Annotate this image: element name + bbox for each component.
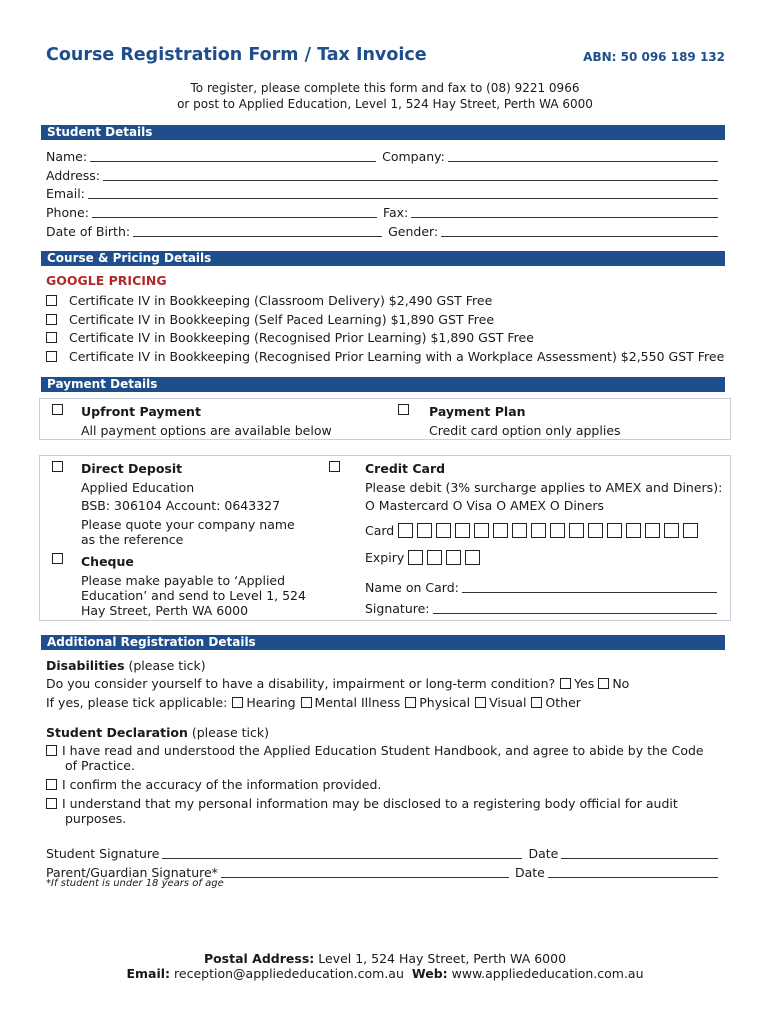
course-option-1[interactable] [46, 291, 724, 310]
checkbox-course-2[interactable] [46, 314, 57, 325]
email-field[interactable] [88, 186, 718, 199]
company-label: Company: [382, 149, 445, 164]
declaration-2: I confirm the accuracy of the information provided. [62, 777, 382, 792]
checkbox-credit-card[interactable] [329, 461, 340, 472]
card-digit-box[interactable] [626, 523, 641, 538]
course-option-label: Certificate IV in Bookkeeping (Recognised Prior Learning with a Workplace Assessment) $2,550 GST Free [69, 348, 725, 364]
checkbox-mental-illness[interactable] [301, 697, 312, 708]
card-digit-box[interactable] [398, 523, 413, 538]
checkbox-other[interactable] [531, 697, 542, 708]
expiry-label: Expiry [365, 550, 405, 565]
row-email [46, 183, 722, 201]
student-signature-field[interactable] [162, 846, 522, 859]
disabilities-title: Disabilities [46, 658, 125, 673]
address-field[interactable] [103, 168, 718, 181]
checkbox-declaration-1[interactable] [46, 745, 57, 756]
card-digit-box[interactable] [550, 523, 565, 538]
disability-question-row [46, 676, 629, 691]
expiry-digit-box[interactable] [408, 550, 423, 565]
declaration-1-cont: of Practice. [65, 758, 135, 773]
section-additional-details: Additional Registration Details [41, 635, 725, 650]
cc-signature-row [365, 598, 721, 616]
section-student-details: Student Details [41, 125, 725, 140]
cc-title: Credit Card [365, 461, 446, 476]
student-signature-label: Student Signature [46, 846, 160, 861]
section-course-pricing: Course & Pricing Details [41, 251, 725, 266]
disability-question: Do you consider yourself to have a disability, impairment or long-term condition? [46, 676, 556, 691]
checkbox-course-3[interactable] [46, 332, 57, 343]
student-date-label: Date [528, 846, 559, 861]
declaration-heading [46, 725, 269, 740]
card-digit-box[interactable] [645, 523, 660, 538]
cc-signature-label: Signature: [365, 601, 430, 616]
name-label: Name: [46, 149, 88, 164]
declaration-title: Student Declaration [46, 725, 188, 740]
row-name-company [46, 146, 722, 164]
declaration-3: I understand that my personal information may be disclosed to a registering body official for audit [62, 796, 678, 811]
card-digit-box[interactable] [664, 523, 679, 538]
cc-signature-field[interactable] [433, 601, 717, 614]
company-field[interactable] [448, 149, 718, 162]
checkbox-payment-plan[interactable] [398, 404, 409, 415]
card-number-row [365, 523, 702, 538]
form-title: Course Registration Form / Tax Invoice [46, 45, 427, 65]
fax-field[interactable] [411, 205, 718, 218]
email-link[interactable]: reception@appliededucation.com.au [174, 966, 404, 981]
course-option-label: Certificate IV in Bookkeeping (Recognised Prior Learning) $1,890 GST Free [69, 330, 534, 346]
checkbox-physical[interactable] [405, 697, 416, 708]
postal-value: Level 1, 524 Hay Street, Perth WA 6000 [318, 951, 567, 966]
under-18-note: *If student is under 18 years of age [46, 878, 224, 889]
card-digit-box[interactable] [417, 523, 432, 538]
web-label: Web: [411, 966, 448, 981]
upfront-title: Upfront Payment [81, 404, 201, 419]
card-digit-box[interactable] [474, 523, 489, 538]
declaration-note: (please tick) [191, 725, 270, 740]
cc-card-types[interactable]: O Mastercard O Visa O AMEX O Diners [365, 498, 605, 513]
gender-field[interactable] [441, 224, 718, 237]
plan-desc: Credit card option only applies [429, 423, 621, 438]
checkbox-course-1[interactable] [46, 295, 57, 306]
card-digit-box[interactable] [493, 523, 508, 538]
parent-date-label: Date [514, 865, 545, 880]
checkbox-hearing[interactable] [232, 697, 243, 708]
cheque-title: Cheque [81, 554, 134, 569]
disabilities-note: (please tick) [128, 658, 206, 673]
dd-line-2: BSB: 306104 Account: 0643327 [81, 498, 281, 513]
fax-label: Fax: [382, 205, 409, 220]
student-date-field[interactable] [561, 846, 718, 859]
abn-number: ABN: 50 096 189 132 [583, 50, 725, 64]
course-option-label: Certificate IV in Bookkeeping (Classroom Delivery) $2,490 GST Free [69, 292, 493, 308]
parent-signature-label: Parent/Guardian Signature* [46, 865, 218, 880]
disabilities-heading [46, 658, 206, 673]
disability-types-row [46, 695, 581, 710]
card-digit-box[interactable] [531, 523, 546, 538]
checkbox-yes[interactable] [560, 678, 571, 689]
email-label: Email: [46, 186, 85, 201]
dob-field[interactable] [133, 224, 382, 237]
card-digit-box[interactable] [588, 523, 603, 538]
card-digit-box[interactable] [683, 523, 698, 538]
name-on-card-label: Name on Card: [365, 580, 459, 595]
row-address [46, 165, 722, 183]
dob-label: Date of Birth: [46, 224, 131, 239]
phone-label: Phone: [46, 205, 89, 220]
checkbox-cheque[interactable] [52, 553, 63, 564]
student-signature-row [46, 843, 722, 861]
checkbox-direct-deposit[interactable] [52, 461, 63, 472]
course-options [46, 291, 724, 366]
checkbox-declaration-2[interactable] [46, 779, 57, 790]
declaration-1: I have read and understood the Applied Education Student Handbook, and agree to abide by the Code [62, 743, 704, 758]
hearing-label: Hearing [246, 695, 296, 710]
cheque-line-1: Please make payable to ‘Applied [81, 573, 286, 588]
intro-line-2: or post to Applied Education, Level 1, 524 Hay Street, Perth WA 6000 [177, 97, 593, 111]
cheque-line-3: Hay Street, Perth WA 6000 [81, 603, 249, 618]
yes-label: Yes [574, 676, 595, 691]
pricing-heading: GOOGLE PRICING [46, 273, 167, 288]
name-on-card-field[interactable] [462, 580, 717, 593]
name-on-card-row [365, 577, 721, 595]
course-option-3[interactable] [46, 328, 724, 347]
upfront-desc: All payment options are available below [81, 423, 332, 438]
course-option-4[interactable] [46, 347, 724, 366]
dd-title: Direct Deposit [81, 461, 183, 476]
physical-label: Physical [419, 695, 471, 710]
visual-label: Visual [489, 695, 527, 710]
phone-field[interactable] [92, 205, 377, 218]
parent-signature-field[interactable] [221, 865, 509, 878]
address-label: Address: [46, 168, 100, 183]
dd-line-4: as the reference [81, 532, 184, 547]
postal-label: Postal Address: [203, 951, 315, 966]
gender-label: Gender: [388, 224, 439, 239]
dd-line-1: Applied Education [81, 480, 195, 495]
checkbox-visual[interactable] [475, 697, 486, 708]
other-label: Other [545, 695, 581, 710]
mental-illness-label: Mental Illness [314, 695, 401, 710]
row-phone-fax [46, 202, 722, 220]
plan-title: Payment Plan [429, 404, 526, 419]
card-digit-box[interactable] [569, 523, 584, 538]
dd-line-3: Please quote your company name [81, 517, 295, 532]
expiry-digit-box[interactable] [446, 550, 461, 565]
course-option-label: Certificate IV in Bookkeeping (Self Paced Learning) $1,890 GST Free [69, 311, 495, 327]
web-link[interactable]: www.appliededucation.com.au [451, 966, 644, 981]
name-field[interactable] [90, 149, 376, 162]
checkbox-no[interactable] [598, 678, 609, 689]
checkbox-declaration-3[interactable] [46, 798, 57, 809]
no-label: No [612, 676, 630, 691]
card-label: Card [365, 523, 395, 538]
checkbox-upfront[interactable] [52, 404, 63, 415]
expiry-digit-box[interactable] [465, 550, 480, 565]
course-option-2[interactable] [46, 310, 724, 329]
card-digit-box[interactable] [512, 523, 527, 538]
card-digit-box[interactable] [436, 523, 451, 538]
checkbox-course-4[interactable] [46, 351, 57, 362]
expiry-row [365, 550, 484, 565]
email-label: Email: [126, 966, 171, 981]
declaration-3-cont: purposes. [65, 811, 127, 826]
section-payment-details: Payment Details [41, 377, 725, 392]
if-yes-label: If yes, please tick applicable: [46, 695, 228, 710]
card-digit-box[interactable] [607, 523, 622, 538]
footer-contact [0, 966, 770, 981]
card-digit-box[interactable] [455, 523, 470, 538]
cheque-line-2: Education’ and send to Level 1, 524 [81, 588, 306, 603]
footer-postal [0, 951, 770, 966]
cc-line-1: Please debit (3% surcharge applies to AMEX and Diners): [365, 480, 723, 495]
parent-date-field[interactable] [548, 865, 718, 878]
intro-line-1: To register, please complete this form and fax to (08) 9221 0966 [190, 81, 580, 95]
expiry-digit-box[interactable] [427, 550, 442, 565]
row-dob-gender [46, 221, 722, 239]
